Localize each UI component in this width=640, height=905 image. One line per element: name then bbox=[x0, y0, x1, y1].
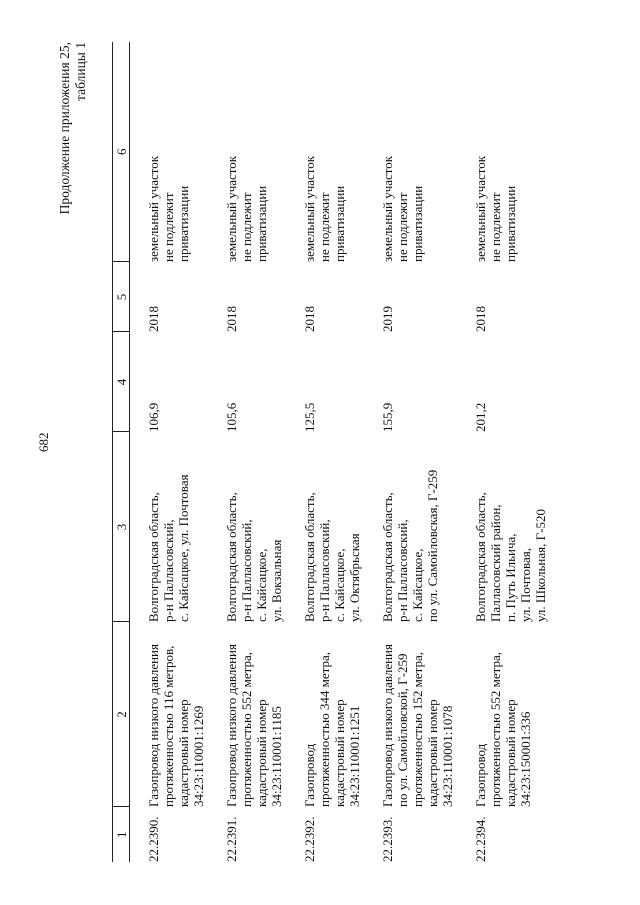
object-name bbox=[130, 622, 225, 807]
continuation-line-2: таблицы 1 bbox=[73, 42, 88, 101]
row-number: 22.2391. bbox=[224, 816, 239, 862]
header-col-4: 4 bbox=[113, 332, 130, 432]
status-line: приватизации bbox=[410, 185, 425, 262]
row-number: 22.2392. bbox=[302, 816, 317, 862]
object-name bbox=[224, 622, 302, 807]
object-year: 2018 bbox=[146, 306, 161, 332]
object-year: 2018 bbox=[302, 306, 317, 332]
table-row bbox=[380, 42, 473, 862]
status-line: земельный участок bbox=[380, 155, 395, 262]
status-line: приватизации bbox=[176, 185, 191, 262]
address-line: р-н Палласовский, bbox=[161, 519, 176, 622]
object-name-line: протяженностью 152 метра, bbox=[410, 651, 425, 807]
object-name-line: по ул. Самойловской, Г-259 bbox=[395, 653, 410, 807]
object-address bbox=[224, 432, 302, 622]
address-line: п. Путь Ильича, bbox=[503, 533, 518, 622]
row-number: 22.2393. bbox=[380, 816, 395, 862]
object-address bbox=[473, 432, 566, 622]
object-name-line: Газопровод bbox=[473, 743, 488, 807]
status-line: земельный участок bbox=[224, 155, 239, 262]
address-line: ул. Вокзальная bbox=[269, 539, 284, 622]
header-col-1: 1 bbox=[113, 807, 130, 862]
object-length: 155,9 bbox=[380, 402, 395, 432]
page-number: 682 bbox=[36, 432, 51, 452]
table-row bbox=[130, 42, 225, 862]
object-length: 105,6 bbox=[224, 402, 239, 432]
object-name-line: Газопровод низкого давления bbox=[146, 644, 161, 807]
address-line: с. Кайсацкое, ул. Почтовая bbox=[176, 474, 191, 622]
object-name bbox=[302, 622, 380, 807]
object-name-line: Газопровод низкого давления bbox=[224, 644, 239, 807]
address-line: Волгоградская область, bbox=[146, 492, 161, 622]
object-year: 2019 bbox=[380, 306, 395, 332]
object-address bbox=[130, 432, 225, 622]
address-line: с. Кайсацкое, bbox=[332, 548, 347, 622]
continuation-note bbox=[57, 42, 89, 214]
address-line: ул. Почтовая, bbox=[518, 548, 533, 622]
status-line: земельный участок bbox=[302, 155, 317, 262]
status-line: приватизации bbox=[332, 185, 347, 262]
land-status bbox=[473, 42, 566, 262]
address-line: с. Кайсацкое, bbox=[254, 548, 269, 622]
header-row bbox=[113, 42, 130, 862]
address-line: Палласовский район, bbox=[488, 504, 503, 622]
object-name bbox=[473, 622, 566, 807]
rotated-table-sheet bbox=[57, 42, 548, 862]
continuation-line-1: Продолжение приложения 25, bbox=[57, 42, 72, 215]
address-line: ул. Октябрьская bbox=[347, 533, 362, 622]
object-name-line: протяженностью 552 метра, bbox=[488, 651, 503, 807]
address-line: Волгоградская область, bbox=[224, 492, 239, 622]
table-row bbox=[302, 42, 380, 862]
address-line: р-н Палласовский, bbox=[239, 519, 254, 622]
header-col-2: 2 bbox=[113, 622, 130, 807]
status-line: земельный участок bbox=[473, 155, 488, 262]
status-line: земельный участок bbox=[146, 155, 161, 262]
object-name-line: 34:23:110001:1251 bbox=[347, 705, 362, 807]
header-col-6: 6 bbox=[113, 42, 130, 262]
object-name-line: протяженностью 552 метра, bbox=[239, 651, 254, 807]
address-line: Волгоградская область, bbox=[302, 492, 317, 622]
object-name bbox=[380, 622, 473, 807]
status-line: не подлежит bbox=[488, 192, 503, 262]
object-name-line: кадастровый номер bbox=[332, 699, 347, 807]
object-name-line: 34:23:110001:1269 bbox=[191, 705, 206, 807]
address-line: Волгоградская область, bbox=[380, 492, 395, 622]
object-length: 106,9 bbox=[146, 402, 161, 432]
status-line: не подлежит bbox=[161, 192, 176, 262]
header-col-5: 5 bbox=[113, 262, 130, 332]
status-line: приватизации bbox=[254, 185, 269, 262]
object-address bbox=[380, 432, 473, 622]
object-length: 201,2 bbox=[473, 402, 488, 432]
land-status bbox=[130, 42, 225, 262]
table-row bbox=[473, 42, 566, 862]
table-row bbox=[224, 42, 302, 862]
address-line: по ул. Самойловская, Г-259 bbox=[425, 469, 440, 622]
object-name-line: кадастровый номер bbox=[503, 699, 518, 807]
land-status bbox=[380, 42, 473, 262]
land-status bbox=[302, 42, 380, 262]
object-name-line: 34:23:110001:1078 bbox=[440, 705, 455, 807]
status-line: не подлежит bbox=[317, 192, 332, 262]
address-line: с. Кайсацкое, bbox=[410, 548, 425, 622]
object-year: 2018 bbox=[473, 306, 488, 332]
object-length: 125,5 bbox=[302, 402, 317, 432]
header-col-3: 3 bbox=[113, 432, 130, 622]
object-name-line: кадастровый номер bbox=[254, 699, 269, 807]
object-name-line: протяженностью 116 метров, bbox=[161, 645, 176, 807]
object-name-line: кадастровый номер bbox=[425, 699, 440, 807]
address-line: р-н Палласовский, bbox=[317, 519, 332, 622]
row-number: 22.2394. bbox=[473, 816, 488, 862]
address-line: р-н Палласовский, bbox=[395, 519, 410, 622]
object-name-line: 34:23:150001:336 bbox=[518, 711, 533, 807]
status-line: приватизации bbox=[503, 185, 518, 262]
register-table bbox=[112, 42, 566, 862]
address-line: ул. Школьная, Г-520 bbox=[533, 509, 548, 622]
object-address bbox=[302, 432, 380, 622]
object-name-line: Газопровод bbox=[302, 743, 317, 807]
object-name-line: 34:23:110001:1185 bbox=[269, 706, 284, 807]
status-line: не подлежит bbox=[239, 192, 254, 262]
object-name-line: кадастровый номер bbox=[176, 699, 191, 807]
object-year: 2018 bbox=[224, 306, 239, 332]
status-line: не подлежит bbox=[395, 192, 410, 262]
row-number: 22.2390. bbox=[146, 816, 161, 862]
object-name-line: Газопровод низкого давления bbox=[380, 644, 395, 807]
land-status bbox=[224, 42, 302, 262]
object-name-line: протяженностью 344 метра, bbox=[317, 651, 332, 807]
address-line: Волгоградская область, bbox=[473, 492, 488, 622]
